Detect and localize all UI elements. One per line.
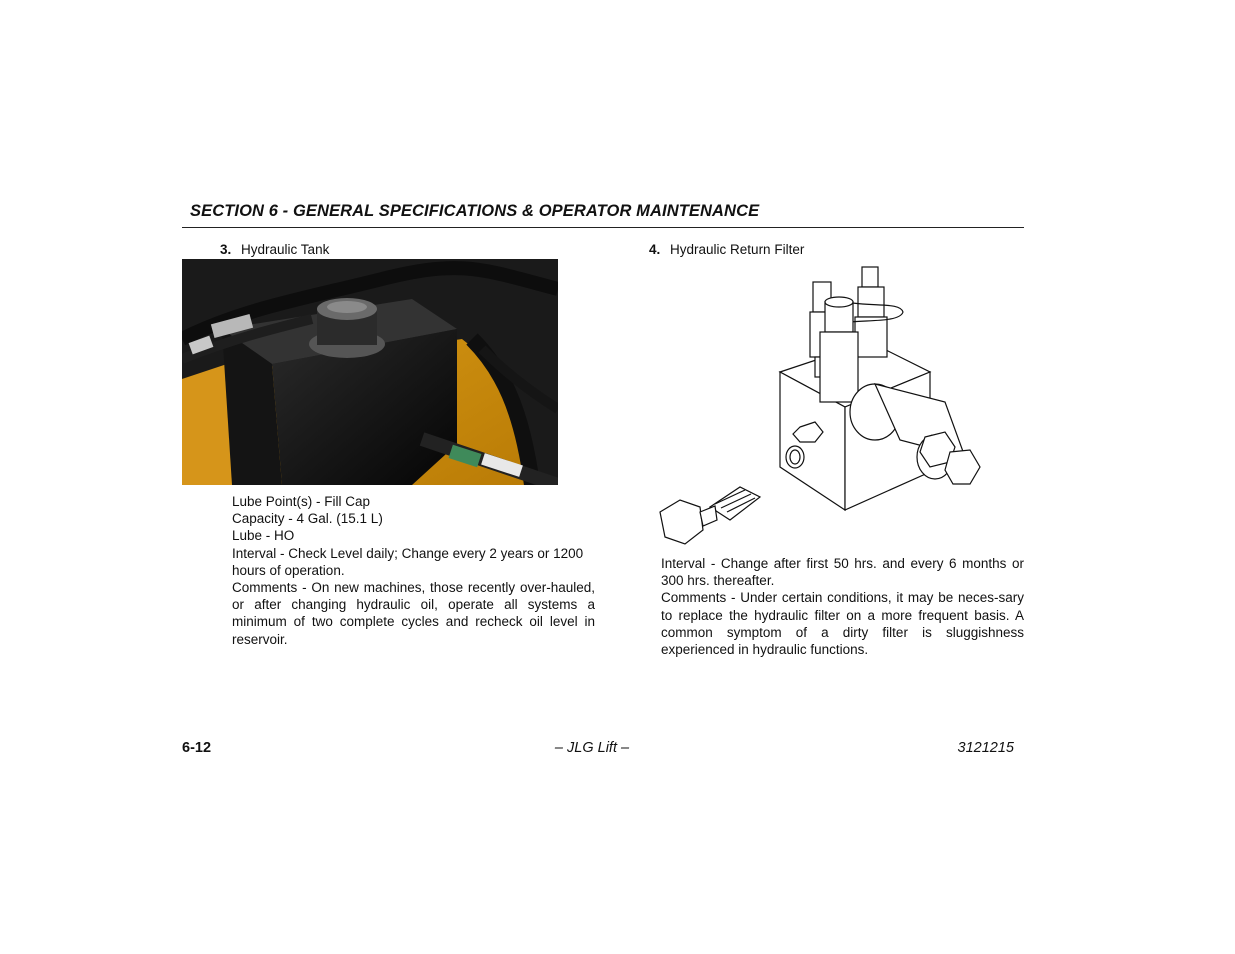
item-3-title: Hydraulic Tank <box>241 242 330 257</box>
hydraulic-tank-photo <box>182 259 558 485</box>
item-4-heading <box>649 242 804 257</box>
item-4-line: Comments - Under certain conditions, it may be neces-sary to replace the hydraulic filter on a more frequent basis. A common symptom of a dirty filter is sluggishness experienced in hydraulic functions. <box>661 590 1024 658</box>
item-3-line: Lube - HO <box>232 528 295 544</box>
item-3-details <box>232 493 595 648</box>
section-title: SECTION 6 - GENERAL SPECIFICATIONS & OPERATOR MAINTENANCE <box>190 202 760 220</box>
item-4-details <box>661 555 1024 658</box>
item-3-line: Interval - Check Level daily; Change every 2 years or 1200 hours of operation. <box>232 545 584 578</box>
item-4-line: Interval - Change after first 50 hrs. and every 6 months or 300 hrs. thereafter. <box>661 556 1024 589</box>
header-rule <box>182 227 1024 228</box>
page-number: 6-12 <box>182 740 212 756</box>
item-3-line: Capacity - 4 Gal. (15.1 L) <box>232 511 383 527</box>
footer-brand: – JLG Lift – <box>554 740 630 756</box>
item-4-number: 4. <box>649 242 661 257</box>
item-3-line: Comments - On new machines, those recently over-hauled, or after changing hydraulic oil, operate all systems a minimum of two complete cycles and recheck oil level in reservoir. <box>232 580 595 647</box>
hydraulic-return-filter-diagram <box>655 262 985 547</box>
document-number: 3121215 <box>957 740 1014 756</box>
item-4-title: Hydraulic Return Filter <box>670 242 805 257</box>
item-3-line: Lube Point(s) - Fill Cap <box>232 494 371 509</box>
item-3-heading <box>220 242 329 257</box>
item-3-number: 3. <box>220 242 232 257</box>
